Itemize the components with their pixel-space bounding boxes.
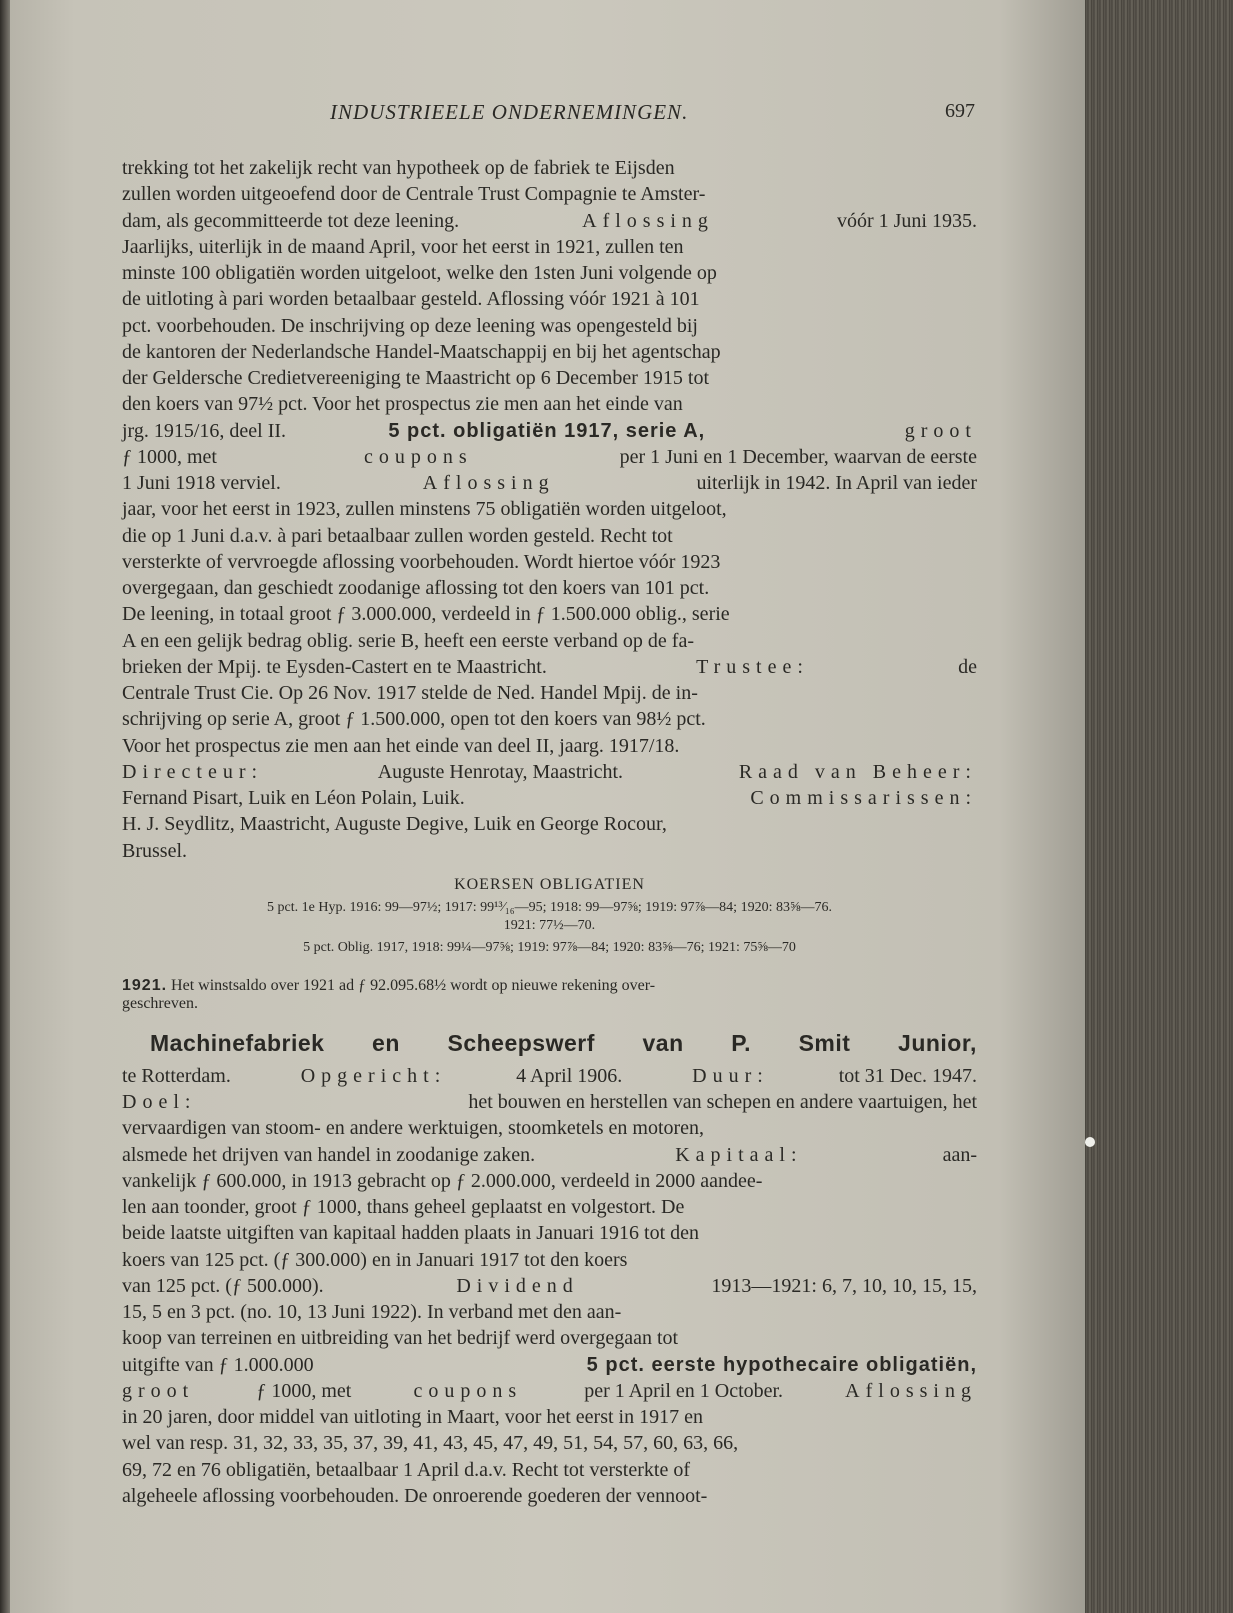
text-line: uitgifte van ƒ 1.000.000 5 pct. eerste hypothecaire obligatiën, [122, 1354, 977, 1376]
text-line: A en een gelijk bedrag oblig. serie B, heeft een eerste verband op de fa- [122, 630, 694, 652]
running-head: INDUSTRIEELE ONDERNEMINGEN. [330, 100, 689, 124]
text-line: der Geldersche Credietvereeniging te Maastricht op 6 December 1915 tot [122, 367, 710, 389]
text-line: koers van 125 pct. (ƒ 300.000) en in Januari 1917 tot den koers [122, 1249, 628, 1271]
text-line: van 125 pct. (ƒ 500.000). Dividend 1913—1921: 6, 7, 10, 10, 15, 15, [122, 1275, 977, 1297]
text-line: koop van terreinen en uitbreiding van het bedrijf werd overgegaan tot [122, 1327, 679, 1349]
koersen-heading: KOERSEN OBLIGATIEN [454, 876, 645, 893]
text-line: dam, als gecommitteerde tot deze leening. Aflossing vóór 1 Juni 1935. [122, 210, 977, 232]
text-line: te Rotterdam. Opgericht: 4 April 1906. Duur: tot 31 Dec. 1947. [122, 1065, 977, 1087]
text-line: zullen worden uitgeoefend door de Centrale Trust Compagnie te Amster- [122, 183, 706, 205]
text-line: H. J. Seydlitz, Maastricht, Auguste Degive, Luik en George Rocour, [122, 813, 667, 835]
text-line: Brussel. [122, 840, 187, 862]
text-line: wel van resp. 31, 32, 33, 35, 37, 39, 41, 43, 45, 47, 49, 51, 54, 57, 60, 63, 66, [122, 1432, 739, 1454]
text-line: 15, 5 en 3 pct. (no. 10, 13 Juni 1922). In verband met den aan- [122, 1301, 622, 1323]
text-line: beide laatste uitgiften van kapitaal hadden plaats in Januari 1916 tot den [122, 1222, 700, 1244]
book-page-edges [1080, 0, 1233, 1613]
text-line: Doel: het bouwen en herstellen van schepen en andere vaartuigen, het [122, 1091, 977, 1113]
text-line: len aan toonder, groot ƒ 1000, thans geheel geplaatst en volgestort. De [122, 1196, 685, 1218]
text-line: den koers van 97½ pct. Voor het prospectus zie men aan het einde van [122, 393, 683, 415]
text-line: de uitloting à pari worden betaalbaar gesteld. Aflossing vóór 1921 à 101 [122, 288, 700, 310]
page-header [130, 100, 975, 130]
text-line: overgegaan, dan geschiedt zoodanige aflossing tot den koers van 101 pct. [122, 577, 710, 599]
koersen-oblig-line: 5 pct. Oblig. 1917, 1918: 99¼—97⅝; 1919: 97⅞—84; 1920: 83⅝—76; 1921: 75⅝—70 [303, 940, 796, 955]
text-line: Jaarlijks, uiterlijk in de maand April, voor het eerst in 1921, zullen ten [122, 236, 684, 258]
book-page [10, 0, 1085, 1613]
text-line: de kantoren der Nederlandsche Handel-Maatschappij en bij het agentschap [122, 341, 721, 363]
text-line: trekking tot het zakelijk recht van hypotheek op de fabriek te Eijsden [122, 157, 675, 179]
text-line: Voor het prospectus zie men aan het einde van deel II, jaarg. 1917/18. [122, 735, 680, 757]
text-line: alsmede het drijven van handel in zoodanige zaken. Kapitaal: aan- [122, 1144, 977, 1166]
winst-line: 1921. Het winstsaldo over 1921 ad ƒ 92.095.68½ wordt op nieuwe rekening over- [122, 977, 656, 994]
text-line: schrijving op serie A, groot ƒ 1.500.000, open tot den koers van 98½ pct. [122, 708, 706, 730]
text-line: 69, 72 en 76 obligatiën, betaalbaar 1 April d.a.v. Recht tot versterkte of [122, 1459, 690, 1481]
text-line: minste 100 obligatiën worden uitgeloot, welke den 1sten Juni volgende op [122, 262, 717, 284]
text-line: Fernand Pisart, Luik en Léon Polain, Luik. Commissarissen: [122, 787, 977, 809]
text-line: versterkte of vervroegde aflossing voorbehouden. Wordt hiertoe vóór 1923 [122, 551, 721, 573]
text-line: vankelijk ƒ 600.000, in 1913 gebracht op ƒ 2.000.000, verdeeld in 2000 aandee- [122, 1170, 763, 1192]
text-line: De leening, in totaal groot ƒ 3.000.000, verdeeld in ƒ 1.500.000 oblig., serie [122, 603, 730, 625]
koersen-hyp-line-cont: 1921: 77½—70. [503, 918, 596, 933]
text-line: brieken der Mpij. te Eysden-Castert en te Maastricht. Trustee: de [122, 656, 977, 678]
company-title: Machinefabriek en Scheepswerf van P. Smit Junior, [150, 1030, 977, 1056]
text-line: pct. voorbehouden. De inschrijving op deze leening was opengesteld bij [122, 315, 698, 337]
text-line: Centrale Trust Cie. Op 26 Nov. 1917 stelde de Ned. Handel Mpij. de in- [122, 682, 698, 704]
winst-line-cont: geschreven. [122, 995, 198, 1012]
text-line: jrg. 1915/16, deel II. 5 pct. obligatiën 1917, serie A, groot [122, 420, 977, 442]
text-line: vervaardigen van stoom- en andere werktuigen, stoomketels en motoren, [122, 1117, 705, 1139]
page-number: 697 [945, 100, 975, 122]
text-line: jaar, voor het eerst in 1923, zullen minstens 75 obligatiën worden uitgeloot, [122, 498, 727, 520]
text-line: ƒ 1000, met coupons per 1 Juni en 1 December, waarvan de eerste [122, 446, 977, 468]
text-line: Directeur: Auguste Henrotay, Maastricht. Raad van Beheer: [122, 761, 977, 783]
paper-spot [1085, 1137, 1095, 1147]
text-line: algeheele aflossing voorbehouden. De onroerende goederen der vennoot- [122, 1485, 708, 1507]
text-line: die op 1 Juni d.a.v. à pari betaalbaar zullen worden gesteld. Recht tot [122, 525, 673, 547]
text-line: in 20 jaren, door middel van uitloting in Maart, voor het eerst in 1917 en [122, 1406, 703, 1428]
text-line: groot ƒ 1000, met coupons per 1 April en 1 October. Aflossing [122, 1380, 977, 1402]
koersen-hyp-line: 5 pct. 1e Hyp. 1916: 99—97½; 1917: 99¹³⁄₁₆—95; 1918: 99—97⅝; 1919: 97⅞—84; 1920: 83⅝—76. [267, 900, 832, 915]
text-line: 1 Juni 1918 verviel. Aflossing uiterlijk in 1942. In April van ieder [122, 472, 977, 494]
